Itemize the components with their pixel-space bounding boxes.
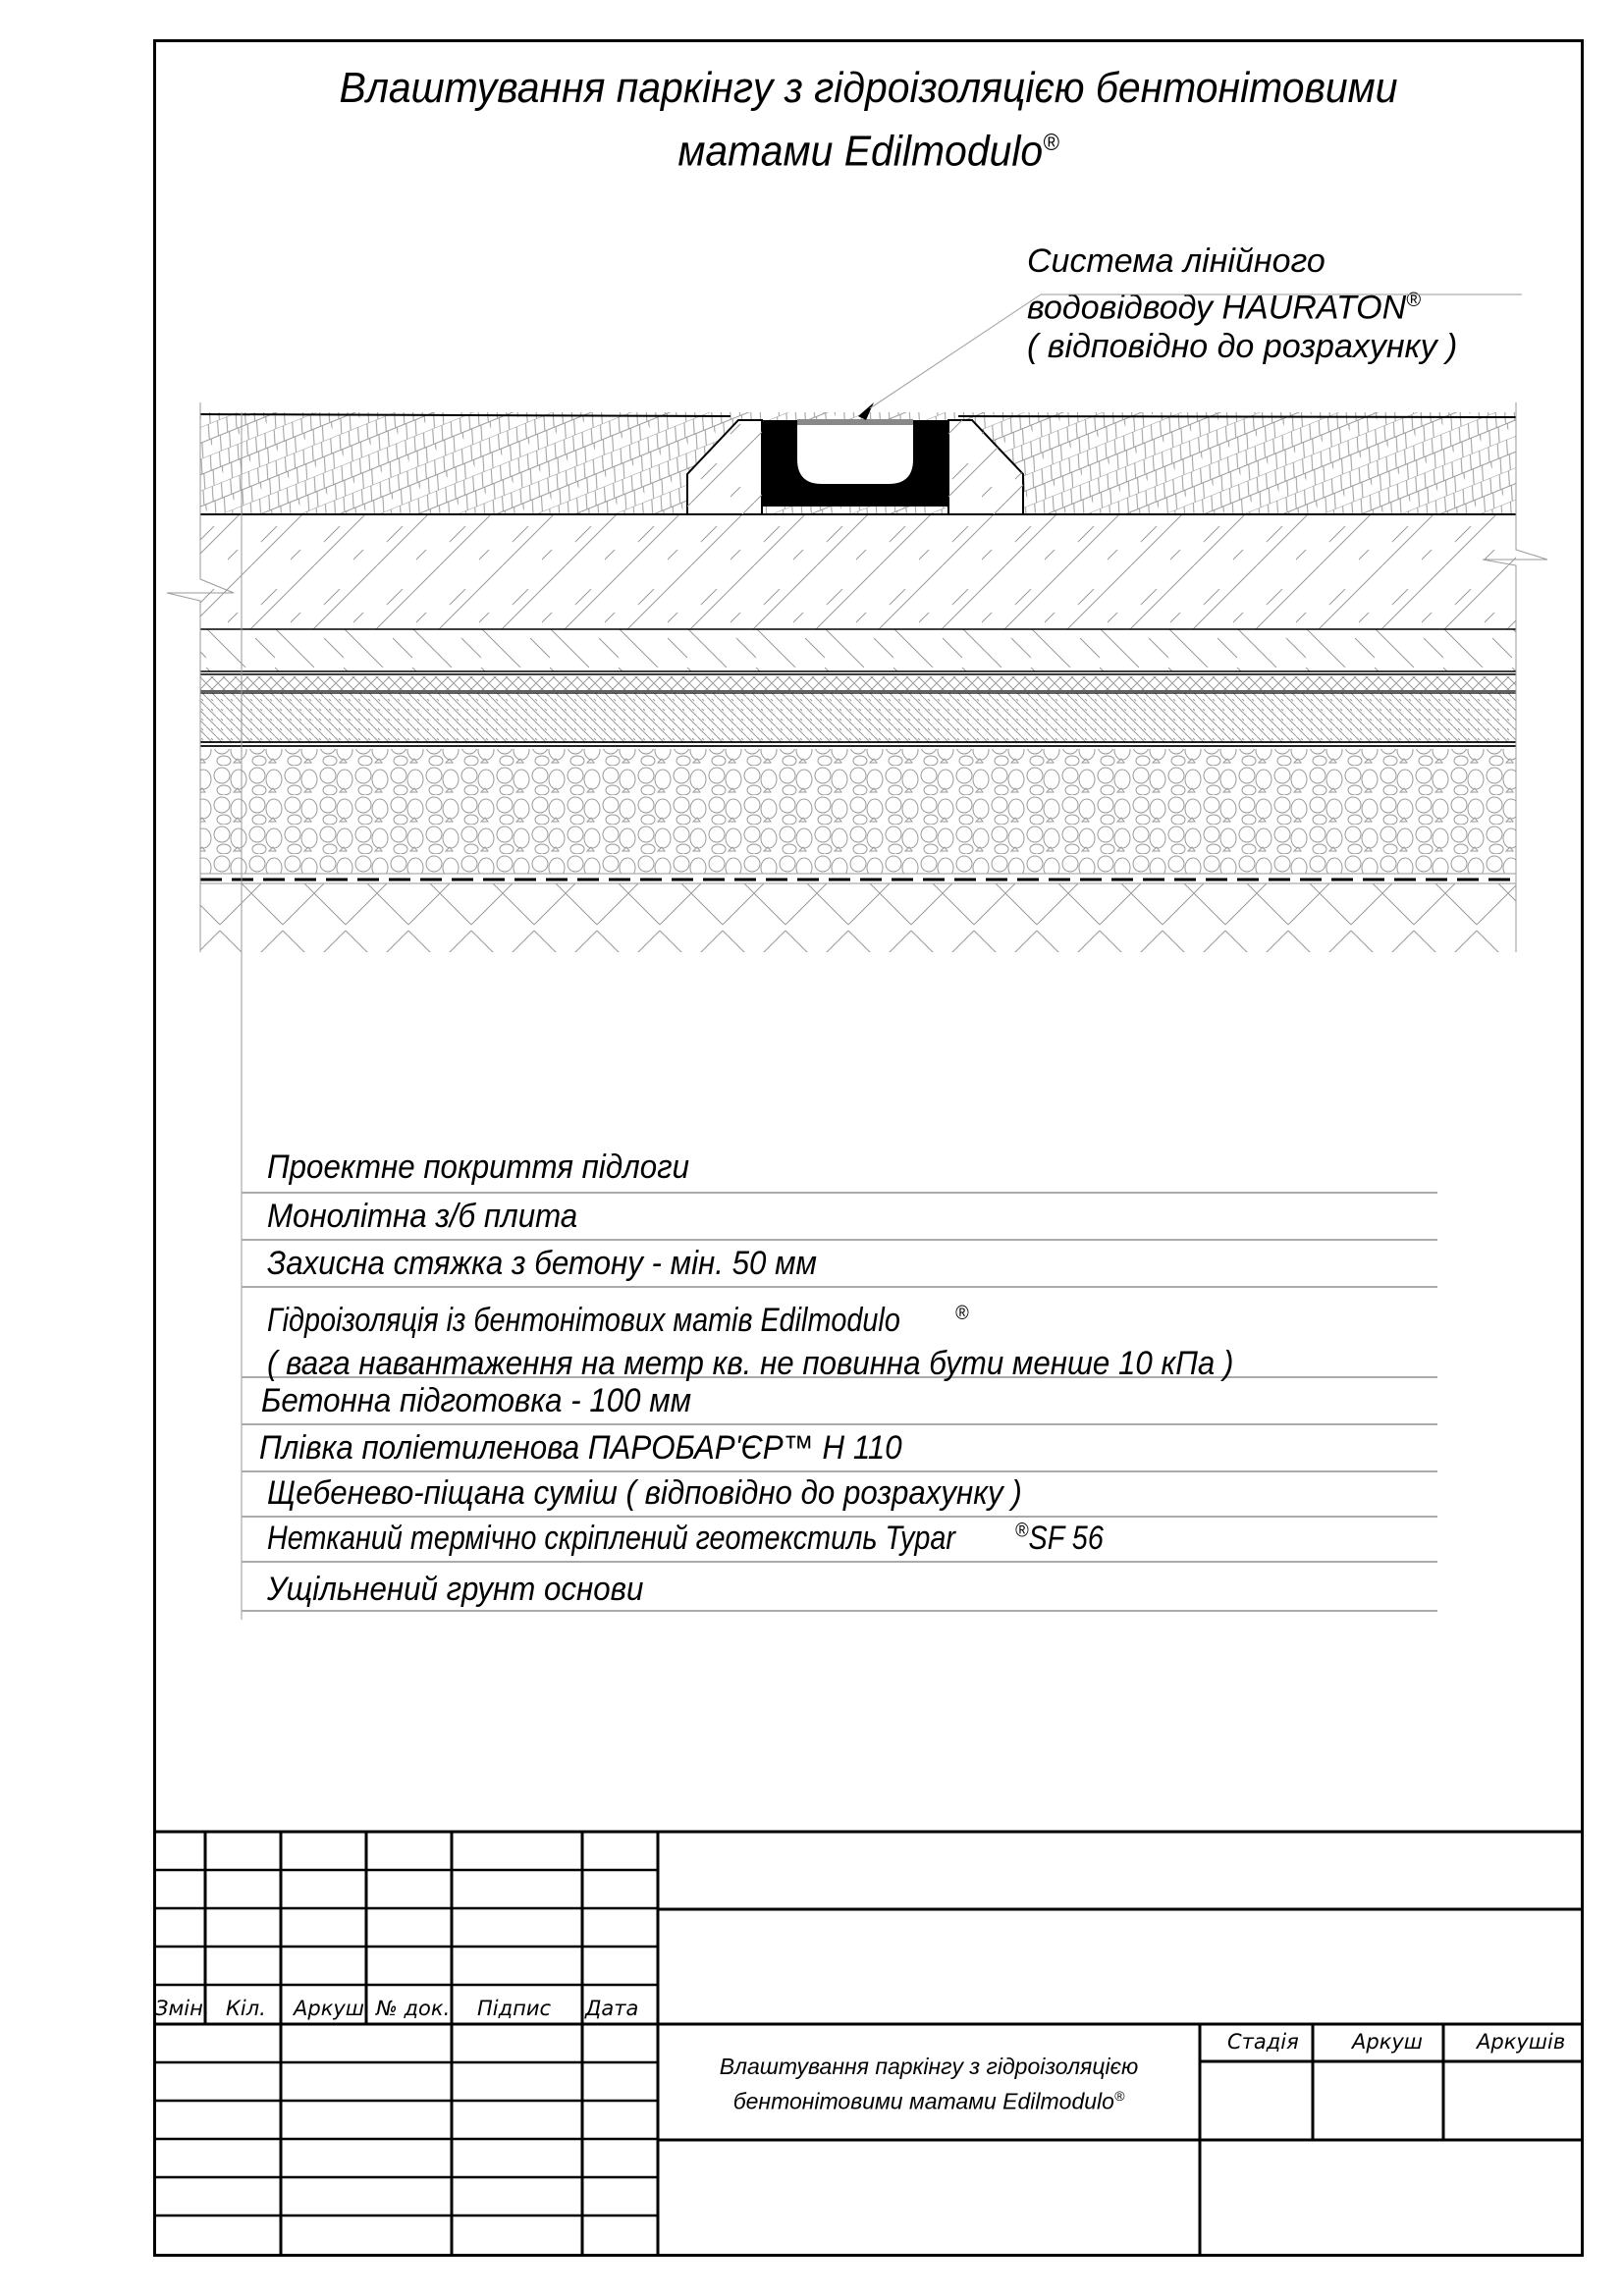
- layer-label: Гідроізоляція із бентонітових матів Edilmodulo ® ( вага навантаження на метр кв. не повинна бути менше 10 кПа ): [242, 1288, 1437, 1378]
- col-doc-no: № док.: [376, 1997, 451, 2020]
- stage-headers: [1200, 2030, 1584, 2059]
- col-arkush: Аркуш: [294, 1997, 365, 2020]
- layer-label: Монолітна з/б плита: [242, 1194, 1437, 1241]
- title-block-name: Влаштування паркінгу з гідроізоляцією бентонітовими матами Edilmodulo®: [719, 2054, 1139, 2114]
- registered-mark: ®: [1043, 130, 1059, 156]
- callout-line-2: водовідводу HAURATON®: [1027, 289, 1421, 327]
- layer-label: Захисна стяжка з бетону - мін. 50 мм: [242, 1241, 1437, 1288]
- callout-line-3: ( відповідно до розрахунку ): [1027, 328, 1458, 366]
- col-data: Дата: [585, 1997, 639, 2020]
- col-stadiya: Стадія: [1227, 2030, 1299, 2054]
- col-sheet: Аркуш: [1352, 2030, 1424, 2054]
- callout-line-1: Система лінійного: [1027, 242, 1325, 280]
- title-line-1: Влаштування паркінгу з гідроізоляцією бентонітовими: [339, 64, 1398, 112]
- col-sheets: Аркушів: [1477, 2030, 1566, 2054]
- layer-label: Нетканий термічно скріплений геотекстиль Typar ®SF 56: [242, 1518, 1437, 1563]
- col-pidpys: Підпис: [477, 1997, 552, 2020]
- layer-label: Проектне покриття підлоги: [242, 1139, 1437, 1194]
- layer-label: Ущільнений грунт основи: [242, 1563, 1437, 1612]
- layer-label: Щебенево-піщана суміш ( відповідно до розрахунку ): [242, 1472, 1437, 1518]
- layer-label: Плівка поліетиленова ПАРОБАР'ЄР™ Н 110: [242, 1425, 1437, 1472]
- col-zmin: Змін.: [155, 1997, 210, 2020]
- col-kil: Кіл.: [226, 1997, 266, 2020]
- revision-table-header: [153, 1997, 658, 2024]
- title-line-2: матами Edilmodulo®: [677, 127, 1059, 176]
- layer-label: Бетонна підготовка - 100 мм: [242, 1378, 1437, 1425]
